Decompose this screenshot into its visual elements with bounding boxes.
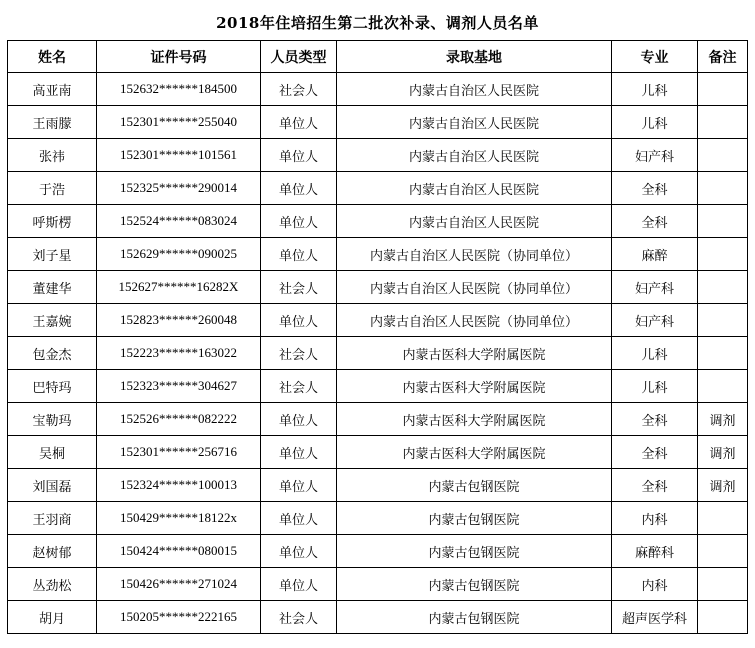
cell-name: 巴特玛 [8, 370, 97, 403]
document-title: 2018年住培招生第二批次补录、调剂人员名单 [216, 14, 539, 32]
cell-training-base: 内蒙古自治区人民医院 [337, 106, 612, 139]
cell-id-number: 150426******271024 [97, 568, 261, 601]
header-id-number: 证件号码 [97, 41, 261, 73]
table-row [8, 535, 748, 568]
table-row [8, 337, 748, 370]
cell-remark [698, 337, 748, 370]
cell-remark [698, 139, 748, 172]
cell-remark: 调剂 [698, 436, 748, 469]
cell-major: 全科 [612, 403, 698, 436]
cell-training-base: 内蒙古包钢医院 [337, 601, 612, 634]
cell-personnel-type: 单位人 [261, 106, 337, 139]
cell-major: 妇产科 [612, 304, 698, 337]
cell-personnel-type: 单位人 [261, 568, 337, 601]
cell-personnel-type: 社会人 [261, 337, 337, 370]
table-row [8, 304, 748, 337]
cell-name: 呼斯楞 [8, 205, 97, 238]
cell-major: 全科 [612, 205, 698, 238]
cell-name: 于浩 [8, 172, 97, 205]
cell-personnel-type: 单位人 [261, 205, 337, 238]
table-row [8, 469, 748, 502]
cell-personnel-type: 单位人 [261, 535, 337, 568]
cell-id-number: 152223******163022 [97, 337, 261, 370]
cell-remark [698, 502, 748, 535]
cell-personnel-type: 单位人 [261, 403, 337, 436]
cell-name: 赵树郁 [8, 535, 97, 568]
cell-id-number: 152632******184500 [97, 73, 261, 106]
cell-training-base: 内蒙古医科大学附属医院 [337, 403, 612, 436]
cell-personnel-type: 单位人 [261, 304, 337, 337]
cell-remark [698, 370, 748, 403]
header-name: 姓名 [8, 41, 97, 73]
cell-id-number: 152301******101561 [97, 139, 261, 172]
cell-remark [698, 535, 748, 568]
table-header-row [8, 41, 748, 73]
table-row [8, 601, 748, 634]
table-row [8, 403, 748, 436]
cell-training-base: 内蒙古包钢医院 [337, 568, 612, 601]
cell-training-base: 内蒙古医科大学附属医院 [337, 370, 612, 403]
cell-id-number: 152823******260048 [97, 304, 261, 337]
cell-major: 内科 [612, 568, 698, 601]
cell-major: 妇产科 [612, 139, 698, 172]
cell-name: 包金杰 [8, 337, 97, 370]
cell-training-base: 内蒙古自治区人民医院（协同单位） [337, 271, 612, 304]
cell-major: 麻醉 [612, 238, 698, 271]
cell-id-number: 150424******080015 [97, 535, 261, 568]
cell-training-base: 内蒙古自治区人民医院 [337, 172, 612, 205]
cell-personnel-type: 单位人 [261, 436, 337, 469]
cell-major: 儿科 [612, 337, 698, 370]
cell-id-number: 152526******082222 [97, 403, 261, 436]
header-personnel-type: 人员类型 [261, 41, 337, 73]
cell-name: 王雨朦 [8, 106, 97, 139]
cell-id-number: 152524******083024 [97, 205, 261, 238]
cell-training-base: 内蒙古自治区人民医院（协同单位） [337, 238, 612, 271]
cell-name: 张祎 [8, 139, 97, 172]
table-row [8, 502, 748, 535]
cell-personnel-type: 单位人 [261, 139, 337, 172]
table-row [8, 106, 748, 139]
cell-training-base: 内蒙古包钢医院 [337, 469, 612, 502]
header-remark: 备注 [698, 41, 748, 73]
cell-major: 儿科 [612, 106, 698, 139]
cell-remark: 调剂 [698, 469, 748, 502]
cell-name: 高亚南 [8, 73, 97, 106]
cell-major: 儿科 [612, 370, 698, 403]
cell-id-number: 152301******256716 [97, 436, 261, 469]
cell-remark [698, 568, 748, 601]
cell-id-number: 150429******18122x [97, 502, 261, 535]
cell-training-base: 内蒙古自治区人民医院（协同单位） [337, 304, 612, 337]
cell-training-base: 内蒙古自治区人民医院 [337, 139, 612, 172]
cell-remark [698, 238, 748, 271]
cell-name: 胡月 [8, 601, 97, 634]
cell-name: 吴桐 [8, 436, 97, 469]
table-row [8, 436, 748, 469]
cell-remark [698, 271, 748, 304]
cell-training-base: 内蒙古医科大学附属医院 [337, 337, 612, 370]
table-body [8, 73, 748, 634]
cell-remark [698, 172, 748, 205]
cell-remark [698, 73, 748, 106]
cell-personnel-type: 社会人 [261, 73, 337, 106]
cell-major: 全科 [612, 436, 698, 469]
cell-remark [698, 106, 748, 139]
table-row [8, 205, 748, 238]
cell-name: 刘子星 [8, 238, 97, 271]
cell-id-number: 152629******090025 [97, 238, 261, 271]
cell-personnel-type: 社会人 [261, 601, 337, 634]
cell-id-number: 150205******222165 [97, 601, 261, 634]
cell-name: 董建华 [8, 271, 97, 304]
cell-personnel-type: 单位人 [261, 502, 337, 535]
cell-id-number: 152323******304627 [97, 370, 261, 403]
table-row [8, 370, 748, 403]
cell-name: 丛劲松 [8, 568, 97, 601]
cell-id-number: 152627******16282X [97, 271, 261, 304]
cell-remark [698, 205, 748, 238]
table-row [8, 238, 748, 271]
table-row [8, 73, 748, 106]
cell-personnel-type: 社会人 [261, 271, 337, 304]
cell-training-base: 内蒙古自治区人民医院 [337, 205, 612, 238]
cell-major: 超声医学科 [612, 601, 698, 634]
header-training-base: 录取基地 [337, 41, 612, 73]
cell-training-base: 内蒙古包钢医院 [337, 502, 612, 535]
cell-major: 全科 [612, 172, 698, 205]
header-major: 专业 [612, 41, 698, 73]
cell-name: 宝勒玛 [8, 403, 97, 436]
cell-id-number: 152324******100013 [97, 469, 261, 502]
cell-personnel-type: 社会人 [261, 370, 337, 403]
table-row [8, 271, 748, 304]
cell-name: 王嘉婉 [8, 304, 97, 337]
cell-id-number: 152301******255040 [97, 106, 261, 139]
admission-table [7, 40, 748, 634]
table-row [8, 172, 748, 205]
cell-training-base: 内蒙古包钢医院 [337, 535, 612, 568]
cell-major: 儿科 [612, 73, 698, 106]
cell-major: 麻醉科 [612, 535, 698, 568]
cell-training-base: 内蒙古医科大学附属医院 [337, 436, 612, 469]
cell-training-base: 内蒙古自治区人民医院 [337, 73, 612, 106]
cell-remark [698, 304, 748, 337]
cell-remark [698, 601, 748, 634]
cell-remark: 调剂 [698, 403, 748, 436]
cell-major: 内科 [612, 502, 698, 535]
cell-name: 刘国磊 [8, 469, 97, 502]
cell-personnel-type: 单位人 [261, 469, 337, 502]
cell-name: 王羽商 [8, 502, 97, 535]
table-row [8, 139, 748, 172]
cell-major: 全科 [612, 469, 698, 502]
table-row [8, 568, 748, 601]
cell-personnel-type: 单位人 [261, 238, 337, 271]
cell-personnel-type: 单位人 [261, 172, 337, 205]
cell-major: 妇产科 [612, 271, 698, 304]
cell-id-number: 152325******290014 [97, 172, 261, 205]
